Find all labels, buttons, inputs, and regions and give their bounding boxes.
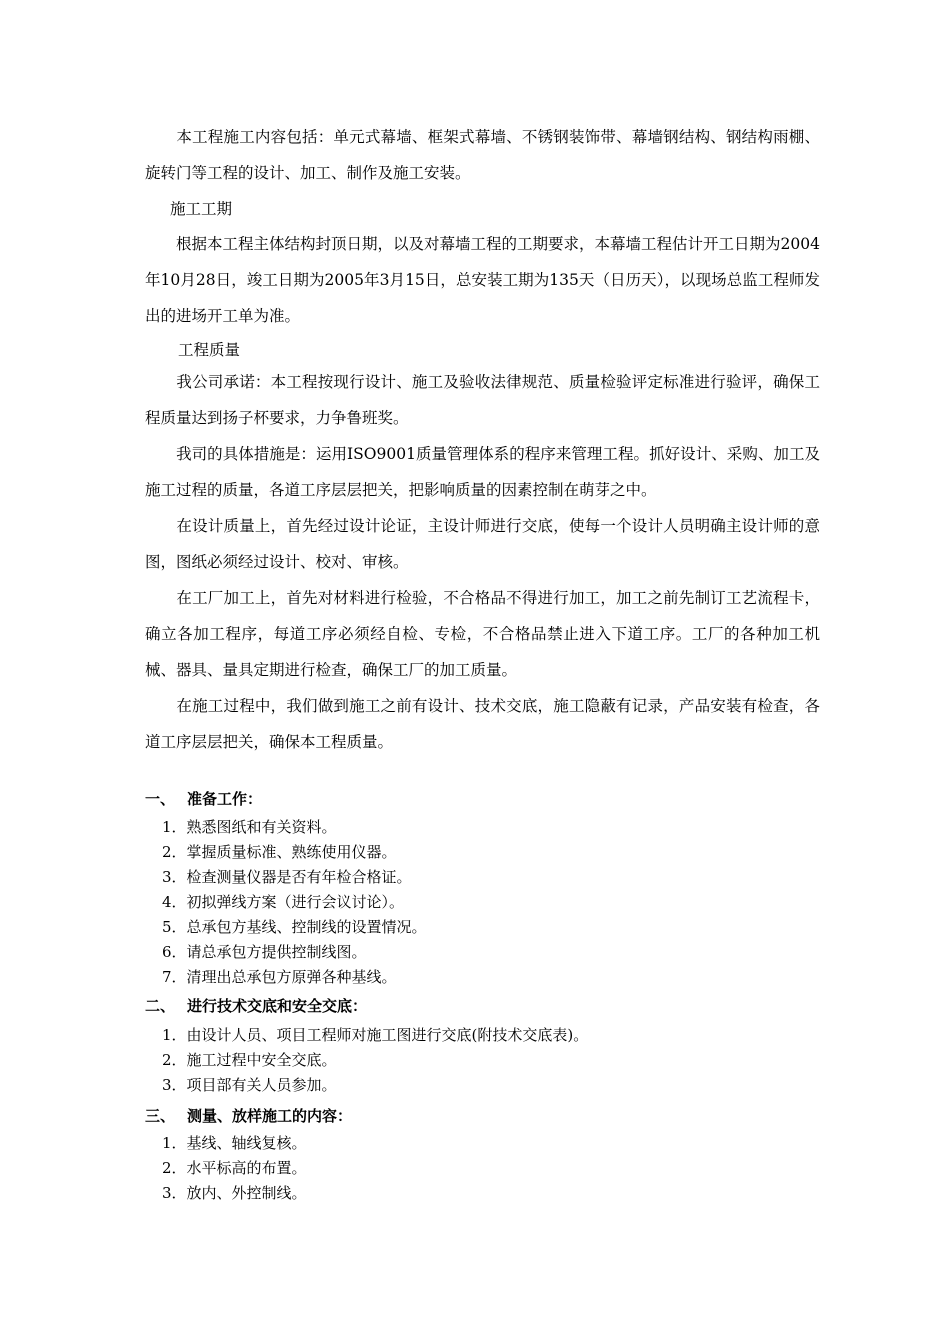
paragraph-design-quality: 在设计质量上，首先经过设计论证，主设计师进行交底，使每一个设计人员明确主设计师的意图，图纸必须经过设计、校对、审核。	[145, 517, 820, 571]
list-item: 1．基线、轴线复核。	[162, 1134, 307, 1152]
paragraph-scope: 本工程施工内容包括：单元式幕墙、框架式幕墙、不锈钢装饰带、幕墙钢结构、钢结构雨棚、旋转门等工程的设计、加工、制作及施工安装。	[145, 128, 820, 182]
list-item: 6．请总承包方提供控制线图。	[162, 943, 367, 961]
section-title: 进行技术交底和安全交底：	[187, 997, 368, 1015]
list-item: 3．检查测量仪器是否有年检合格证。	[162, 868, 412, 886]
paragraph-commitment: 我公司承诺：本工程按现行设计、施工及验收法律规范、质量检验评定标准进行验评，确保工程质量达到扬子杯要求，力争鲁班奖。	[145, 373, 820, 427]
preparation-list	[162, 815, 427, 990]
list-item: 2．水平标高的布置。	[162, 1159, 307, 1177]
list-item: 2．施工过程中安全交底。	[162, 1051, 337, 1069]
survey-list	[162, 1131, 307, 1206]
section-number: 一、	[145, 790, 176, 808]
list-item: 4．初拟弹线方案（进行会议讨论）。	[162, 893, 405, 911]
section-title: 准备工作：	[187, 790, 263, 808]
section-heading-preparation	[145, 788, 262, 810]
list-item: 2．掌握质量标准、熟练使用仪器。	[162, 843, 397, 861]
paragraph-measures: 我司的具体措施是：运用ISO9001质量管理体系的程序来管理工程。抓好设计、采购、加工及施工过程的质量，各道工序层层把关，把影响质量的因素控制在萌芽之中。	[145, 445, 820, 499]
list-item: 7．清理出总承包方原弹各种基线。	[162, 968, 397, 986]
paragraph-construction-quality: 在施工过程中，我们做到施工之前有设计、技术交底，施工隐蔽有记录，产品安装有检查，各道工序层层把关，确保本工程质量。	[145, 697, 820, 751]
section-heading-survey	[145, 1105, 352, 1127]
list-item: 3．项目部有关人员参加。	[162, 1076, 337, 1094]
list-item: 1．熟悉图纸和有关资料。	[162, 818, 337, 836]
list-item: 1．由设计人员、项目工程师对施工图进行交底(附技术交底表)。	[162, 1026, 589, 1044]
paragraph-factory-quality: 在工厂加工上，首先对材料进行检验，不合格品不得进行加工，加工之前先制订工艺流程卡，确立各加工程序，每道工序必须经自检、专检，不合格品禁止进入下道工序。工厂的各种加工机械、器具、量具定期进行检查，确保工厂的加工质量。	[145, 589, 820, 679]
paragraph-schedule: 根据本工程主体结构封顶日期，以及对幕墙工程的工期要求，本幕墙工程估计开工日期为2004年10月28日，竣工日期为2005年3月15日，总安装工期为135天（日历天），以现场总监工程师发出的进场开工单为准。	[145, 235, 820, 325]
section-number: 二、	[145, 997, 176, 1015]
section-heading-briefing	[145, 995, 367, 1017]
heading-quality: 工程质量	[178, 341, 241, 359]
heading-schedule: 施工工期	[170, 200, 233, 218]
list-item: 5．总承包方基线、控制线的设置情况。	[162, 918, 427, 936]
briefing-list	[162, 1023, 588, 1098]
section-title: 测量、放样施工的内容：	[187, 1107, 353, 1125]
list-item: 3．放内、外控制线。	[162, 1184, 307, 1202]
section-number: 三、	[145, 1107, 176, 1125]
